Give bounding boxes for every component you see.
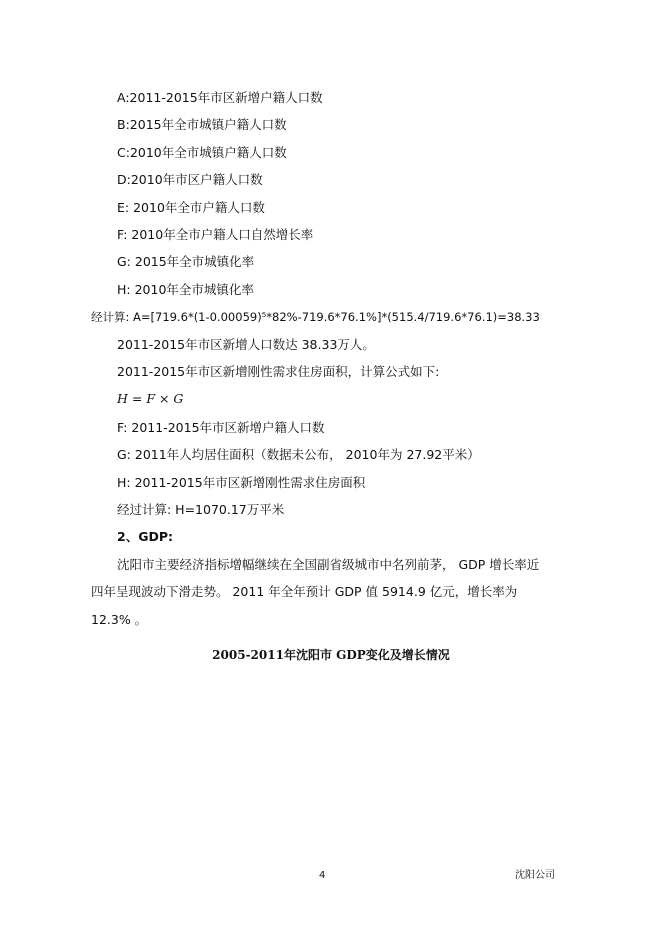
definition-a: A:2011-2015年市区新增户籍人口数: [117, 90, 323, 105]
housing-definition-f: F: 2011-2015年市区新增户籍人口数: [117, 420, 325, 435]
definition-f: F: 2010年全市户籍人口自然增长率: [117, 227, 314, 242]
housing-formula: H = F × G: [117, 391, 184, 406]
definition-b: B:2015年全市城镇户籍人口数: [117, 117, 287, 132]
definition-e: E: 2010年全市户籍人口数: [117, 200, 265, 215]
page-number: 4: [319, 870, 326, 881]
housing-definition-g: G: 2011年人均居住面积（数据未公布， 2010年为 27.92平米）: [117, 447, 480, 462]
calculation-result: 2011-2015年市区新增人口数达 38.33万人。: [117, 337, 375, 352]
paragraph-line-3: 12.3% 。: [91, 612, 148, 627]
housing-result: 经过计算: H=1070.17万平米: [117, 502, 285, 517]
footer-company: 沈阳公司: [515, 870, 555, 881]
calculation-formula: 经计算: A=[719.6*(1-0.00059)⁵*82%-719.6*76.1%]*(515.4/719.6*76.1)=38.33: [91, 310, 540, 324]
definition-c: C:2010年全市城镇户籍人口数: [117, 145, 287, 160]
chart-title: 2005-2011年沈阳市 GDP变化及增长情况: [212, 648, 450, 662]
definition-d: D:2010年市区户籍人口数: [117, 172, 263, 187]
definition-h: H: 2010年全市城镇化率: [117, 282, 254, 297]
section-heading-gdp: 2、GDP:: [117, 529, 173, 544]
paragraph-line-1: 沈阳市主要经济指标增幅继续在全国副省级城市中名列前茅， GDP 增长率近: [117, 557, 540, 572]
paragraph-line-2: 四年呈现波动下滑走势。 2011 年全年预计 GDP 值 5914.9 亿元，增长率为: [91, 584, 518, 599]
definition-g: G: 2015年全市城镇化率: [117, 254, 255, 269]
housing-formula-intro: 2011-2015年市区新增刚性需求住房面积，计算公式如下:: [117, 364, 440, 379]
housing-definition-h: H: 2011-2015年市区新增刚性需求住房面积: [117, 475, 366, 490]
